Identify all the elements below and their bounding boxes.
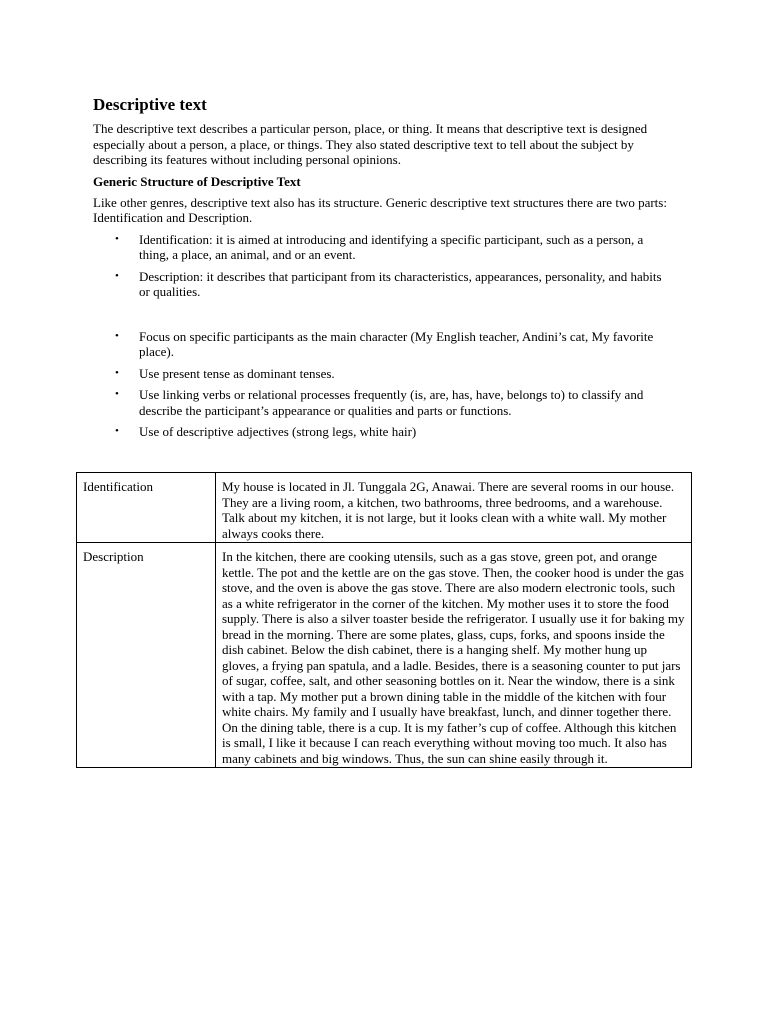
list-item [93,387,673,418]
table-cell-text: My house is located in Jl. Tunggala 2G, Anawai. There are several rooms in our house. They are a living room, a kitchen, two bathrooms, three bedrooms, and a warehouse. Talk about my kitchen, it is not large, but it looks clean with a white wall. My mother always cooks there. [216,473,692,543]
table-cell-text: In the kitchen, there are cooking utensils, such as a gas stove, green pot, and orange kettle. The pot and the kettle are on the gas stove. Then, the cooker hood is under the gas stove, and the oven is above the gas stove. There are also modern electronic tools, such as a white refrigerator in the corner of the kitchen. My mother uses it to store the food supply. There is also a silver toaster beside the refrigerator. I usually use it for baking my bread in the morning. There are some plates, glass, cups, forks, and spoons inside the dish cabinet. Below the dish cabinet, there is a hanging shelf. My mother hung up gloves, a frying pan spatula, and a ladle. Besides, there is a seasoning counter to put jars of sugar, coffee, salt, and other seasoning bottles on it. Near the window, there is a sink with a tap. My mother put a brown dining table in the middle of the kitchen with four white chairs. My family and I usually have breakfast, lunch, and dinner together there. On the dining table, there is a cup. It is my father’s cup of coffee. Although this kitchen is small, I like it because I can reach everything without moving too much. It also has many cabinets and big windows. Thus, the sun can shine easily through it. [216,543,692,768]
structure-intro-paragraph: Like other genres, descriptive text also has its structure. Generic descriptive text structures there are two parts: Identification and Description. [93,194,667,225]
structure-heading: Generic Structure of Descriptive Text [93,173,301,189]
list-item [93,232,673,263]
intro-paragraph: The descriptive text describes a particular person, place, or thing. It means that descriptive text is designed especially about a person, a place, or things. They also stated descriptive text to tell about the subject by describing its features without including personal opinions. [93,121,648,167]
table-cell-label: Identification [77,473,216,543]
list-item-text: Use of descriptive adjectives (strong legs, white hair) [139,424,417,439]
example-table [76,472,692,768]
list-item-text: Use linking verbs or relational processes frequently (is, are, has, have, belongs to) to classify and describe the participant’s appearance or qualities and parts or functions. [139,387,644,418]
list-item-text: Use present tense as dominant tenses. [139,365,335,381]
bullet-icon: • [115,329,119,342]
section-spacer [93,306,673,329]
bullet-icon: • [115,366,119,379]
table-row [77,543,692,768]
list-item [93,366,673,382]
page-title: Descriptive text [93,95,207,114]
table-cell-label: Description [77,543,216,768]
bullet-icon: • [115,232,119,245]
document-body [93,96,673,446]
table-row [77,473,692,543]
list-item [93,329,673,360]
bullet-icon: • [115,425,119,437]
features-list [93,329,673,440]
bullet-icon: • [115,269,119,282]
bullet-icon: • [115,388,119,400]
list-item-text: Description: it describes that participant from its characteristics, appearances, personality, and habits or qualities. [139,268,662,299]
list-item [93,424,673,440]
list-item [93,269,673,300]
structure-list [93,232,673,300]
list-item-text: Focus on specific participants as the main character (My English teacher, Andini’s cat, My favorite place). [139,328,654,359]
list-item-text: Identification: it is aimed at introducing and identifying a specific participant, such as a person, a thing, a place, an animal, and or an event. [139,231,644,262]
